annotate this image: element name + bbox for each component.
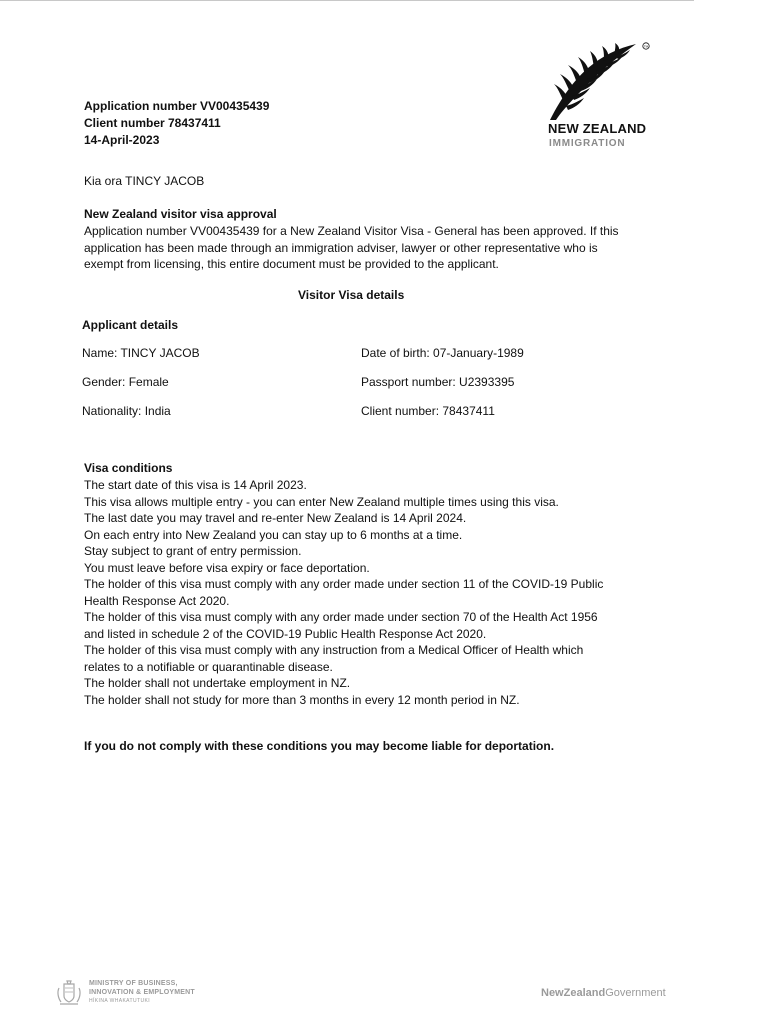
condition-line: The last date you may travel and re-enter New Zealand is 14 April 2024.: [84, 511, 467, 525]
conditions-list: [84, 477, 603, 708]
mbie-line-2: INNOVATION & EMPLOYMENT: [89, 988, 195, 996]
condition-line: This visa allows multiple entry - you can enter New Zealand multiple times using this visa.: [84, 494, 559, 509]
logo-name-line2: IMMIGRATION: [549, 138, 626, 149]
condition-line: and listed in schedule 2 of the COVID-19 Public Health Response Act 2020.: [84, 626, 487, 641]
top-border: [0, 0, 694, 1]
greeting: Kia ora TINCY JACOB: [84, 174, 205, 188]
condition-line: Health Response Act 2020.: [84, 593, 230, 608]
condition-line: The holder of this visa must comply with any instruction from a Medical Officer of Health which: [84, 643, 584, 657]
approval-line: application has been made through an immigration adviser, lawyer or other representative who is: [84, 240, 598, 255]
mbie-line-1: MINISTRY OF BUSINESS,: [89, 980, 178, 988]
deportation-warning: If you do not comply with these conditions you may become liable for deportation.: [84, 739, 555, 753]
condition-line: The holder of this visa must comply with any order made under section 70 of the Health Act 1956: [84, 610, 598, 624]
condition-line: The start date of this visa is 14 April 2023.: [84, 478, 307, 492]
condition-line: The holder shall not study for more than 3 months in every 12 month period in NZ.: [84, 692, 520, 707]
letter-date: 14-April-2023: [84, 133, 160, 147]
mbie-footer: [55, 980, 195, 1006]
condition-line: You must leave before visa expiry or face deportation.: [84, 560, 370, 575]
logo-name-line1: NEW ZEALAND: [548, 121, 647, 136]
client-number: Client number 78437411: [84, 116, 221, 130]
section-title: Visitor Visa details: [298, 288, 405, 302]
approval-line: exempt from licensing, this entire document must be provided to the applicant.: [84, 257, 499, 271]
mbie-line-3: HĪKINA WHAKATUTUKI: [89, 998, 151, 1005]
approval-title: New Zealand visitor visa approval: [84, 207, 277, 221]
condition-line: Stay subject to grant of entry permission.: [84, 544, 302, 558]
applicant-heading: Applicant details: [82, 318, 179, 332]
condition-line: On each entry into New Zealand you can stay up to 6 months at a time.: [84, 527, 463, 542]
condition-line: The holder of this visa must comply with any order made under section 11 of the COVID-19 Public: [84, 577, 604, 591]
condition-line: The holder shall not undertake employment in NZ.: [84, 676, 351, 690]
coat-of-arms-icon: [55, 980, 83, 1006]
reference-block: [84, 98, 269, 149]
approval-body: [84, 223, 619, 273]
approval-line: Application number VV00435439 for a New Zealand Visitor Visa - General has been approved. If this: [84, 224, 619, 238]
applicant-gender: Gender: Female: [82, 375, 169, 389]
gov-wordmark-b: Government: [605, 987, 666, 999]
applicant-client-number: Client number: 78437411: [361, 404, 495, 418]
applicant-dob: Date of birth: 07-January-1989: [361, 346, 524, 360]
nz-government-footer: [541, 987, 666, 999]
silver-fern-logo-icon: [544, 40, 654, 122]
trademark-mark: TM: [643, 44, 649, 49]
condition-line: relates to a notifiable or quarantinable disease.: [84, 659, 333, 674]
applicant-name: Name: TINCY JACOB: [82, 346, 200, 360]
application-number: Application number VV00435439: [84, 99, 270, 113]
gov-wordmark-a: NewZealand: [541, 987, 606, 999]
conditions-heading: Visa conditions: [84, 461, 173, 475]
applicant-nationality: Nationality: India: [82, 404, 171, 418]
applicant-passport: Passport number: U2393395: [361, 375, 515, 389]
